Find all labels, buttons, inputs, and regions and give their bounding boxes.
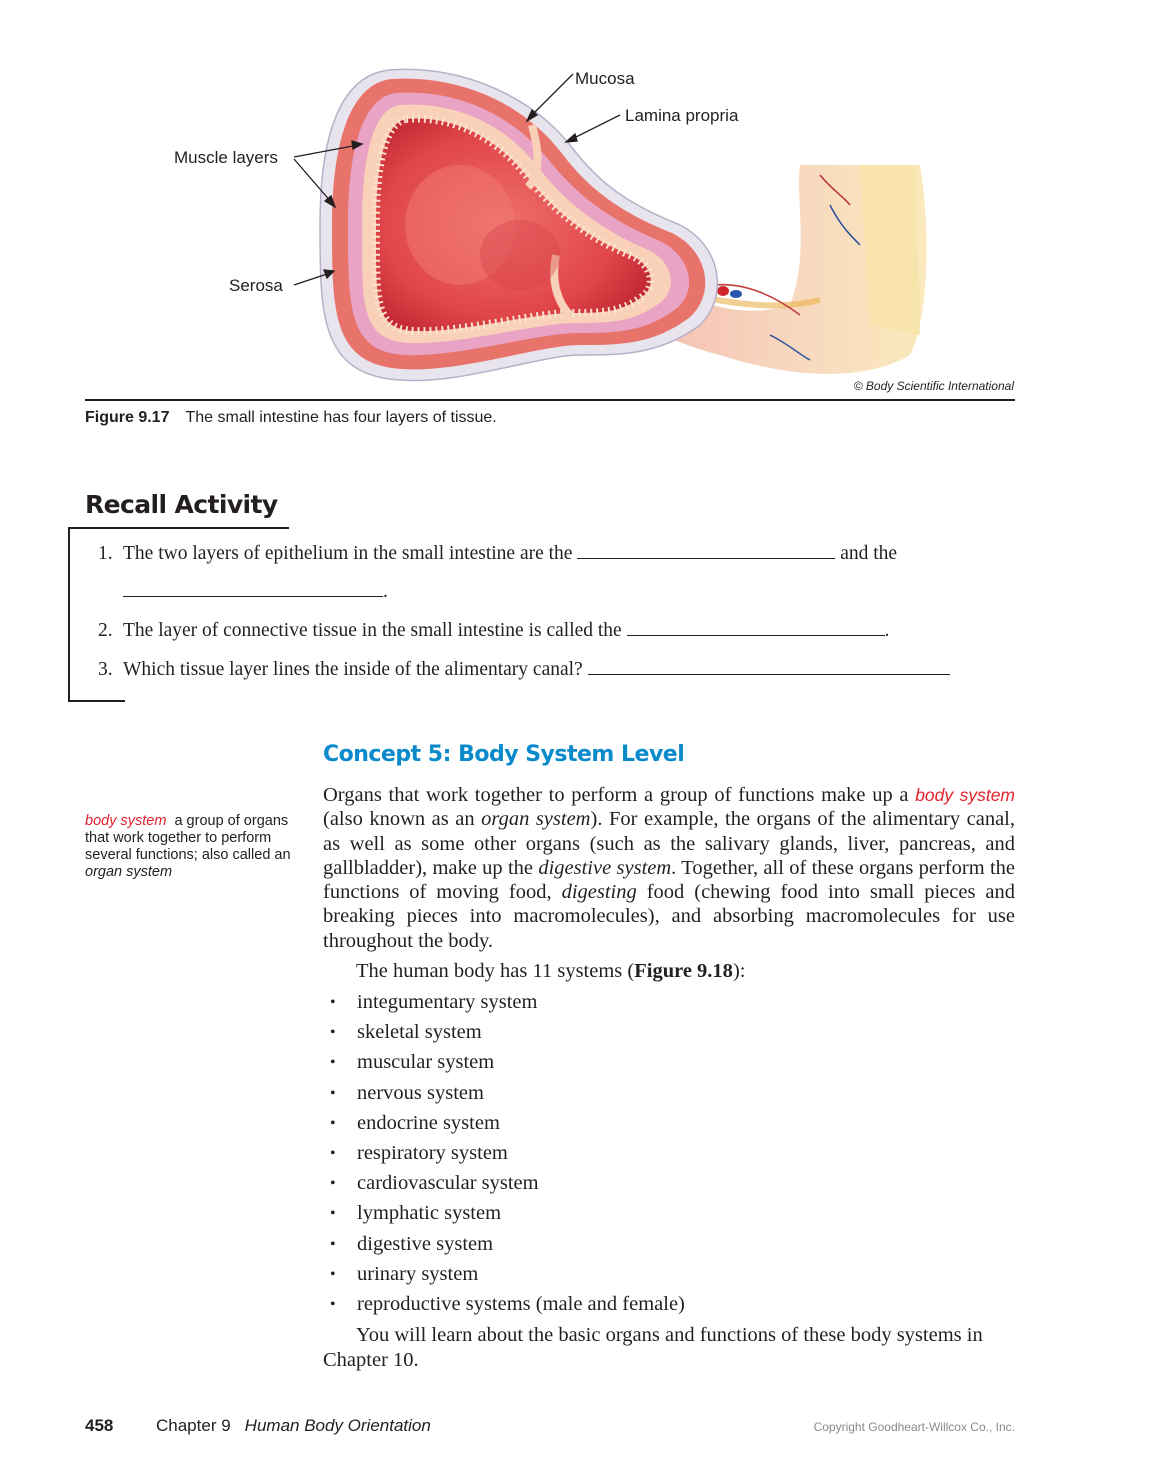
list-item xyxy=(330,1080,685,1110)
list-item xyxy=(330,1140,685,1170)
list-item xyxy=(330,1170,685,1200)
system-name: nervous system xyxy=(357,1081,484,1104)
figure-divider xyxy=(85,399,1015,401)
bullet-icon: • xyxy=(330,1265,336,1283)
bullet-icon: • xyxy=(330,1235,336,1253)
answer-blank-3[interactable] xyxy=(588,658,950,675)
recall-question-2: 2. The layer of connective tissue in the small intestine is called the . xyxy=(98,620,890,641)
label-muscle-layers: Muscle layers xyxy=(174,148,278,167)
bullet-icon: • xyxy=(330,1295,336,1313)
list-item xyxy=(330,1110,685,1140)
system-name: muscular system xyxy=(357,1051,495,1074)
key-term: body system xyxy=(915,785,1016,805)
copyright-notice: Copyright Goodheart-Willcox Co., Inc. xyxy=(813,1420,1015,1434)
body-systems-list xyxy=(330,989,685,1321)
answer-blank-2[interactable] xyxy=(627,619,885,636)
bullet-icon: • xyxy=(330,1024,336,1042)
system-name: reproductive systems (male and female) xyxy=(357,1292,685,1315)
bullet-icon: • xyxy=(330,1144,336,1162)
list-item xyxy=(330,1049,685,1079)
margin-glossary-definition: body system a group of organs that work together to perform several functions; also called an organ system xyxy=(85,813,291,880)
closing-paragraph: You will learn about the basic organs and functions of these body systems in Chapter 10. xyxy=(323,1324,983,1371)
glossary-term: body system xyxy=(85,813,167,829)
concept-heading: Concept 5: Body System Level xyxy=(323,742,685,767)
recall-activity-heading: Recall Activity xyxy=(85,490,278,519)
recall-box-top-rule xyxy=(68,527,289,529)
label-lamina-propria: Lamina propria xyxy=(625,106,739,125)
system-name: skeletal system xyxy=(357,1021,482,1044)
system-name: respiratory system xyxy=(357,1141,508,1164)
bullet-icon: • xyxy=(330,1114,336,1132)
label-serosa: Serosa xyxy=(229,276,283,295)
figure-reference[interactable]: Figure 9.18 xyxy=(634,960,733,982)
chapter-label: Chapter 9 xyxy=(156,1416,231,1435)
chapter-title: Human Body Orientation xyxy=(244,1416,431,1435)
list-item xyxy=(330,1200,685,1230)
bullet-icon: • xyxy=(330,1175,336,1193)
small-intestine-illustration xyxy=(160,55,960,385)
list-item xyxy=(330,1261,685,1291)
running-footer xyxy=(156,1416,431,1436)
recall-question-3: 3. Which tissue layer lines the inside of the alimentary canal? xyxy=(98,658,950,681)
figure-credit: © Body Scientific International xyxy=(853,379,1014,393)
bullet-icon: • xyxy=(330,1205,336,1223)
system-name: integumentary system xyxy=(357,991,538,1013)
bullet-icon: • xyxy=(330,1054,336,1072)
bullet-icon: • xyxy=(330,1084,336,1102)
figure-caption xyxy=(85,409,497,427)
figure-caption-text: The small intestine has four layers of tissue. xyxy=(185,409,497,426)
system-name: lymphatic system xyxy=(357,1202,502,1225)
bullet-icon: • xyxy=(330,994,336,1011)
systems-intro: The human body has 11 systems (Figure 9.18): xyxy=(356,960,746,982)
answer-blank-1a[interactable] xyxy=(577,542,835,559)
figure-number: Figure 9.17 xyxy=(85,409,170,426)
recall-question-1: 1. The two layers of epithelium in the small intestine are the and the xyxy=(98,543,898,564)
recall-question-1-continued: . xyxy=(123,580,388,603)
list-item xyxy=(330,1231,685,1261)
label-mucosa: Mucosa xyxy=(575,69,635,88)
system-name: endocrine system xyxy=(357,1111,500,1134)
page-number: 458 xyxy=(85,1416,114,1435)
system-name: digestive system xyxy=(357,1232,494,1255)
recall-box-left-rule xyxy=(68,527,70,702)
system-name: cardiovascular system xyxy=(357,1172,539,1195)
list-item xyxy=(330,989,685,1019)
list-item xyxy=(330,1019,685,1049)
body-paragraph: Organs that work together to perform a group of functions make up a body system (also known as an organ system). For example, the organs of the alimentary canal, as well as some other organs (such as the salivary glands, liver, pancreas, and gallbladder), make up the digestive system. Together, all of these organs perform the functions of moving food, digesting food (chewing food into small pieces and breaking pieces into macromolecules), and absorbing macromolecules for use throughout the body. xyxy=(323,784,1016,952)
recall-box-bottom-rule xyxy=(68,700,125,702)
answer-blank-1b[interactable] xyxy=(123,580,383,597)
system-name: urinary system xyxy=(357,1262,479,1285)
list-item xyxy=(330,1291,685,1321)
